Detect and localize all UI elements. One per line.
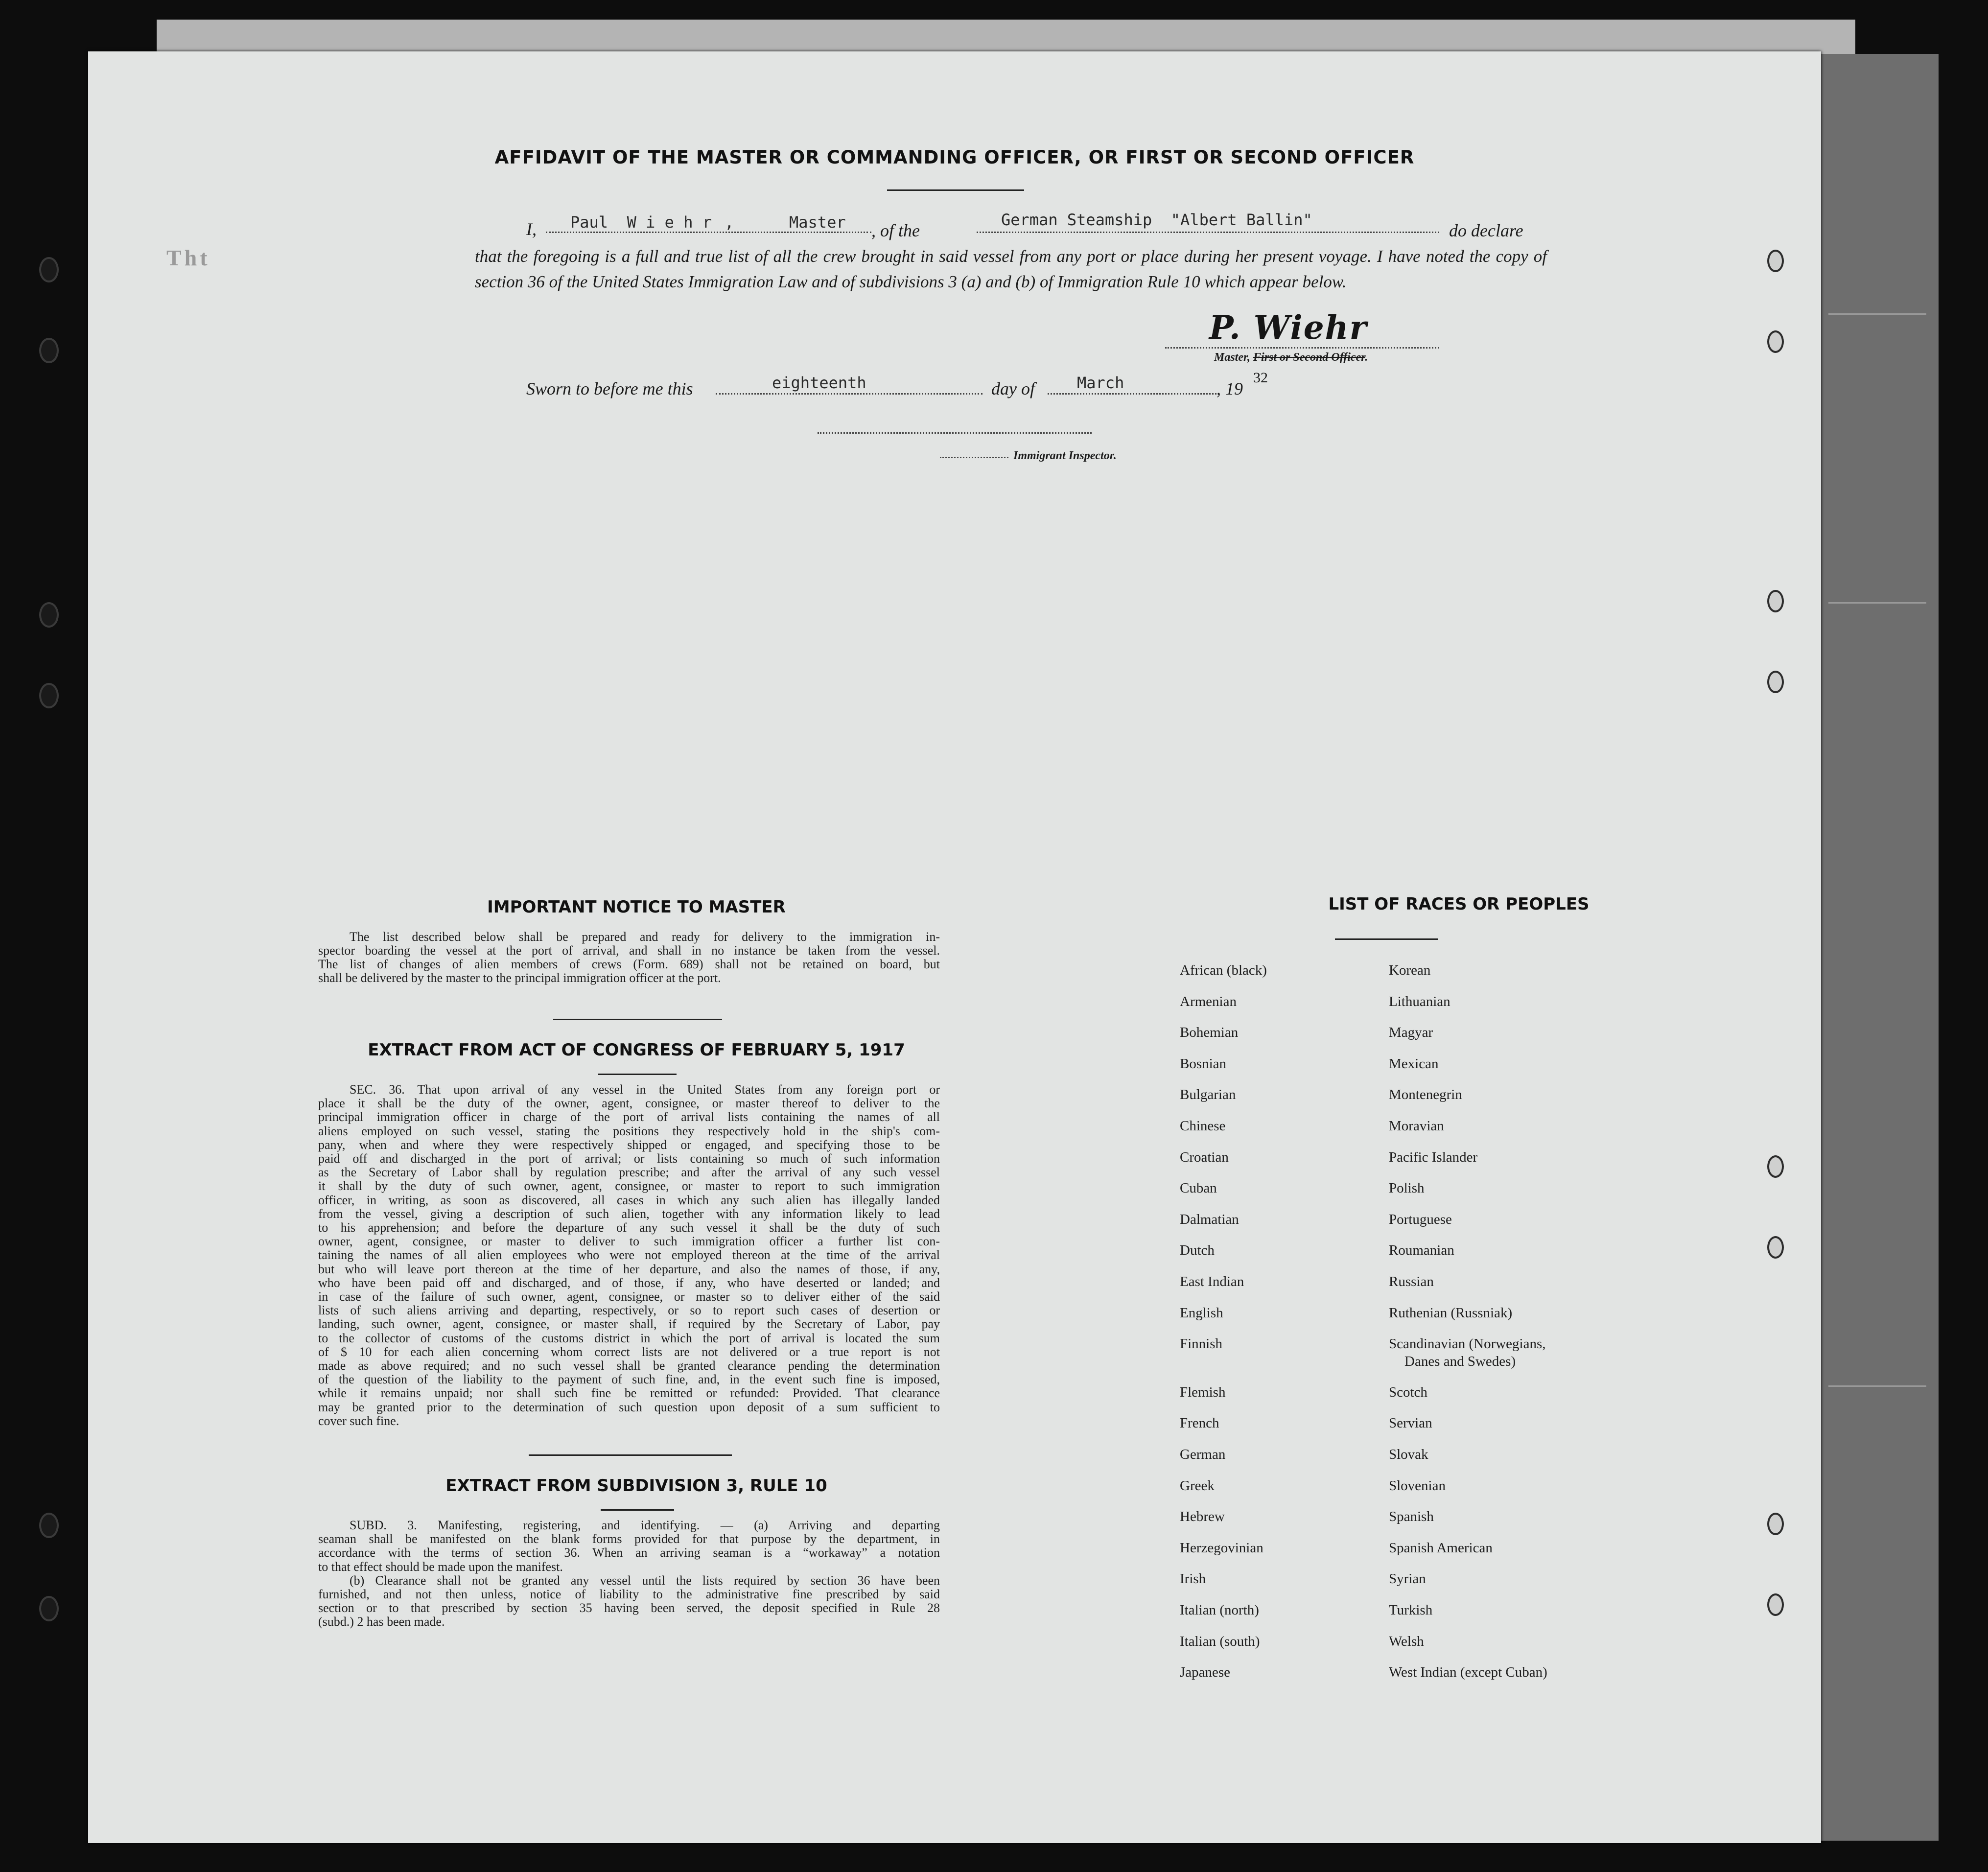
race-item: Chinese bbox=[1180, 1118, 1226, 1134]
race-item: Dutch bbox=[1180, 1242, 1215, 1258]
race-item: Hebrew bbox=[1180, 1509, 1225, 1524]
binder-hole bbox=[1767, 671, 1784, 693]
act-extract-line: in case of the failure of such owner, agent, consignee, or master so to deliver either of the said bbox=[318, 1289, 940, 1304]
act-extract-line: place it shall be the duty of the owner, agent, consignee, or master thereof to deliver to the bbox=[318, 1096, 940, 1111]
act-extract-line: paid off and discharged in the port of arrival; or lists containing so much of such information bbox=[318, 1151, 940, 1166]
race-item: Croatian bbox=[1180, 1149, 1229, 1165]
race-item: Herzegovinian bbox=[1180, 1540, 1263, 1556]
race-item: Portuguese bbox=[1389, 1212, 1452, 1227]
notice-line: shall be delivered by the master to the principal immigration officer at the port. bbox=[318, 971, 721, 985]
act-extract-title: EXTRACT FROM ACT OF CONGRESS OF FEBRUARY 5, 1917 bbox=[368, 1040, 905, 1060]
race-item: Ruthenian (Russniak) bbox=[1389, 1305, 1513, 1321]
act-extract-text bbox=[318, 1083, 940, 1435]
inspector-short-line bbox=[940, 457, 1008, 458]
race-item: Slovenian bbox=[1389, 1478, 1446, 1494]
sworn-label: Sworn to before me this bbox=[526, 379, 693, 398]
race-item: Moravian bbox=[1389, 1118, 1444, 1134]
binder-hole bbox=[1767, 1593, 1784, 1616]
race-item: Danes and Swedes) bbox=[1404, 1354, 1516, 1369]
notice-line: The list of changes of alien members of crews (Form. 689) shall not be retained on board, but bbox=[318, 957, 940, 971]
notice-line: spector boarding the vessel at the port of arrival, and shall in no instance be taken from the vessel. bbox=[318, 943, 940, 958]
rule-extract-line: (b) Clearance shall not be granted any vessel until the lists required by section 36 have been bbox=[350, 1573, 940, 1588]
rule-extract-title: EXTRACT FROM SUBDIVISION 3, RULE 10 bbox=[445, 1476, 827, 1496]
act-extract-line: made as above required; and no such vessel shall be granted clearance pending the determination bbox=[318, 1358, 940, 1373]
race-item: Armenian bbox=[1180, 994, 1237, 1009]
races-title: LIST OF RACES OR PEOPLES bbox=[1328, 894, 1590, 914]
affidavit-body: that the foregoing is a full and true list of all the crew brought in said vessel from any port or place during her present voyage. I have noted the copy of section 36 of the United States Immigration Law and of subdivisions 3 (a) and (b) of Immigration Rule 10 which appear below. bbox=[475, 247, 1547, 291]
race-item: Magyar bbox=[1389, 1025, 1433, 1040]
race-item: Korean bbox=[1389, 962, 1431, 978]
race-item: Servian bbox=[1389, 1415, 1432, 1431]
race-item: Polish bbox=[1389, 1180, 1425, 1196]
race-item: Roumanian bbox=[1389, 1242, 1454, 1258]
race-item: Italian (south) bbox=[1180, 1634, 1260, 1649]
of-the-label: , of the bbox=[871, 221, 920, 240]
race-item: Dalmatian bbox=[1180, 1212, 1239, 1227]
rule-extract-line: furnished, and not then unless, notice of liability to the administrative fine prescribed by said bbox=[318, 1587, 940, 1601]
act-extract-line: while it remains unpaid; nor shall such fine be remitted or refunded: Provided. That clearance bbox=[318, 1386, 940, 1401]
race-item: Mexican bbox=[1389, 1056, 1439, 1072]
vessel-value: German Steamship "Albert Ballin" bbox=[1001, 211, 1312, 229]
race-item: Cuban bbox=[1180, 1180, 1217, 1196]
year-value: 32 bbox=[1253, 370, 1268, 386]
ledger-line bbox=[1828, 313, 1926, 315]
race-item: Flemish bbox=[1180, 1384, 1226, 1400]
race-item: Welsh bbox=[1389, 1634, 1424, 1649]
binder-hole bbox=[39, 338, 59, 363]
races-right-column bbox=[1389, 962, 1643, 1745]
act-extract-line: may be granted prior to the determination of such question upon deposit of a sum sufficient to bbox=[318, 1400, 940, 1414]
race-item: Japanese bbox=[1180, 1664, 1231, 1680]
binder-hole bbox=[39, 1596, 59, 1621]
act-extract-line: aliens employed on such vessel, stating the positions they respectively hold in the ship's com- bbox=[318, 1123, 940, 1138]
act-extract-line: of the question of the liability to the payment of such fine, and, in the event such fine is imposed, bbox=[318, 1372, 940, 1387]
race-item: Pacific Islander bbox=[1389, 1149, 1478, 1165]
act-section-divider bbox=[529, 1454, 732, 1456]
affidavit-pronoun: I, bbox=[526, 219, 537, 239]
margin-stamp: Tht bbox=[166, 245, 210, 270]
caption-master: Master, bbox=[1214, 351, 1251, 364]
act-extract-line: lists of such aliens arriving and departing, respectively, or so to report such cases of desertion or bbox=[318, 1303, 940, 1318]
race-item: Greek bbox=[1180, 1478, 1215, 1494]
act-extract-line: landing, such owner, agent, consignee, or master shall, if required by the Secretary of Labor, pay bbox=[318, 1317, 940, 1332]
race-item: Italian (north) bbox=[1180, 1602, 1259, 1618]
ledger-line bbox=[1828, 1385, 1926, 1387]
binder-hole bbox=[1767, 330, 1784, 353]
inspector-caption: Immigrant Inspector. bbox=[1013, 449, 1117, 462]
race-item: Turkish bbox=[1389, 1602, 1433, 1618]
caption-period: . bbox=[1365, 351, 1368, 364]
rule-extract-divider bbox=[601, 1509, 674, 1511]
month-value: March bbox=[1077, 374, 1124, 392]
ledger-line bbox=[1828, 602, 1926, 604]
name-field-line bbox=[546, 232, 871, 233]
race-item: Scandinavian (Norwegians, bbox=[1389, 1336, 1546, 1352]
binder-hole bbox=[1767, 1155, 1784, 1178]
race-item: Russian bbox=[1389, 1274, 1434, 1289]
master-signature: P. Wiehr bbox=[1209, 308, 1368, 347]
affidavit-title: AFFIDAVIT OF THE MASTER OR COMMANDING OFFICER, OR FIRST OR SECOND OFFICER bbox=[494, 147, 1415, 168]
signature-caption bbox=[1214, 351, 1368, 364]
notice-title: IMPORTANT NOTICE TO MASTER bbox=[487, 897, 786, 917]
act-extract-line: taining the names of all alien employees who were not employed thereon at the time of the arrival bbox=[318, 1248, 940, 1263]
title-divider bbox=[887, 189, 1024, 191]
race-item: French bbox=[1180, 1415, 1219, 1431]
rule-extract-line: accordance with the terms of section 36. When an arriving seaman is a “workaway” a notation bbox=[318, 1545, 940, 1560]
binder-hole bbox=[1767, 250, 1784, 272]
race-item: African (black) bbox=[1180, 962, 1267, 978]
act-extract-line: pany, when and where they were respectively shipped or engaged, and specifying those to be bbox=[318, 1137, 940, 1152]
act-extract-line: of $ 10 for each alien concerning whom correct lists are not delivered or a true report is not bbox=[318, 1344, 940, 1359]
act-extract-line: as the Secretary of Labor shall by regulation prescribe; and after the arrival of any such vessel bbox=[318, 1165, 940, 1180]
act-extract-divider bbox=[598, 1074, 677, 1075]
binder-hole bbox=[1767, 590, 1784, 612]
act-extract-line: officer, in writing, as soon as discovered, all cases in which any such alien has illegally landed bbox=[318, 1193, 940, 1207]
races-left-column bbox=[1180, 962, 1385, 1745]
name-comma: , bbox=[725, 213, 734, 232]
vessel-field-line bbox=[977, 232, 1439, 233]
races-divider bbox=[1335, 938, 1438, 940]
inspector-signature-line bbox=[818, 432, 1092, 434]
race-item: Irish bbox=[1180, 1571, 1206, 1587]
act-extract-line: to the collector of customs of the customs district in which the port of arrival is located the sum bbox=[318, 1331, 940, 1345]
rule-extract-line: (subd.) 2 has been made. bbox=[318, 1615, 445, 1629]
rule-extract-line: to that effect should be made upon the manifest. bbox=[318, 1559, 563, 1574]
race-item: Spanish bbox=[1389, 1509, 1434, 1524]
binder-hole bbox=[39, 683, 59, 708]
race-item: Bosnian bbox=[1180, 1056, 1227, 1072]
act-extract-line: cover such fine. bbox=[318, 1413, 399, 1428]
day-field-line bbox=[716, 393, 982, 395]
race-item: German bbox=[1180, 1447, 1226, 1462]
notice-divider bbox=[553, 1019, 722, 1020]
act-extract-line: owner, agent, consignee, or master to deliver to such immigration officer a further list con- bbox=[318, 1234, 940, 1249]
year-prefix: , 19 bbox=[1216, 379, 1243, 398]
binder-hole bbox=[39, 602, 59, 628]
notice-line: The list described below shall be prepared and ready for delivery to the immigration in- bbox=[350, 930, 940, 944]
race-item: Scotch bbox=[1389, 1384, 1427, 1400]
binder-hole bbox=[1767, 1513, 1784, 1535]
race-item: East Indian bbox=[1180, 1274, 1244, 1289]
do-declare-label: do declare bbox=[1449, 221, 1523, 240]
race-item: Lithuanian bbox=[1389, 994, 1450, 1009]
binder-hole bbox=[1767, 1236, 1784, 1259]
month-field-line bbox=[1048, 393, 1216, 395]
race-item: West Indian (except Cuban) bbox=[1389, 1664, 1547, 1680]
master-name-value: Paul W i e h r bbox=[570, 213, 712, 232]
rule-extract-line: SUBD. 3. Manifesting, registering, and identifying. — (a) Arriving and departing bbox=[350, 1518, 940, 1532]
race-item: Bulgarian bbox=[1180, 1087, 1236, 1102]
act-extract-line: who have been paid off and discharged, and of those, if any, who have deserted or landed; and bbox=[318, 1275, 940, 1290]
race-item: Finnish bbox=[1180, 1336, 1223, 1352]
day-value: eighteenth bbox=[772, 374, 866, 392]
binder-hole bbox=[39, 1513, 59, 1538]
race-item: Syrian bbox=[1389, 1571, 1426, 1587]
rule-extract-text bbox=[318, 1519, 940, 1636]
act-extract-line: principal immigration officer in charge of the port of arrival lists containing the names of all bbox=[318, 1110, 940, 1124]
act-extract-line: it shall by the duty of such owner, agent, consignee, or master to report to such immigration bbox=[318, 1179, 940, 1193]
rule-extract-line: seaman shall be manifested on the blank forms provided for that purpose by the department, in bbox=[318, 1532, 940, 1546]
race-item: Bohemian bbox=[1180, 1025, 1239, 1040]
day-of-label: day of bbox=[991, 379, 1035, 398]
act-extract-line: SEC. 36. That upon arrival of any vessel in the United States from any foreign port or bbox=[350, 1082, 940, 1097]
binder-hole bbox=[39, 257, 59, 282]
binder-edge bbox=[1811, 54, 1939, 1841]
race-item: Slovak bbox=[1389, 1447, 1428, 1462]
rule-extract-line: section or to that prescribed by section 35 having been served, the deposit specified in Rule 28 bbox=[318, 1601, 940, 1615]
act-extract-line: to his apprehension; and before the departure of any such vessel it shall be the duty of such bbox=[318, 1220, 940, 1235]
caption-struck-officer: First or Second Officer bbox=[1253, 351, 1365, 364]
race-item: English bbox=[1180, 1305, 1223, 1321]
act-extract-line: but who will leave port thereon at the time of her departure, and also the names of those, if any, bbox=[318, 1262, 940, 1276]
signature-line bbox=[1165, 347, 1439, 349]
race-item: Spanish American bbox=[1389, 1540, 1493, 1556]
document-page bbox=[88, 51, 1821, 1843]
act-extract-line: from the vessel, giving a description of such alien, together with any information likely to lead bbox=[318, 1206, 940, 1221]
rank-value: Master bbox=[789, 213, 846, 232]
race-item: Montenegrin bbox=[1389, 1087, 1462, 1102]
